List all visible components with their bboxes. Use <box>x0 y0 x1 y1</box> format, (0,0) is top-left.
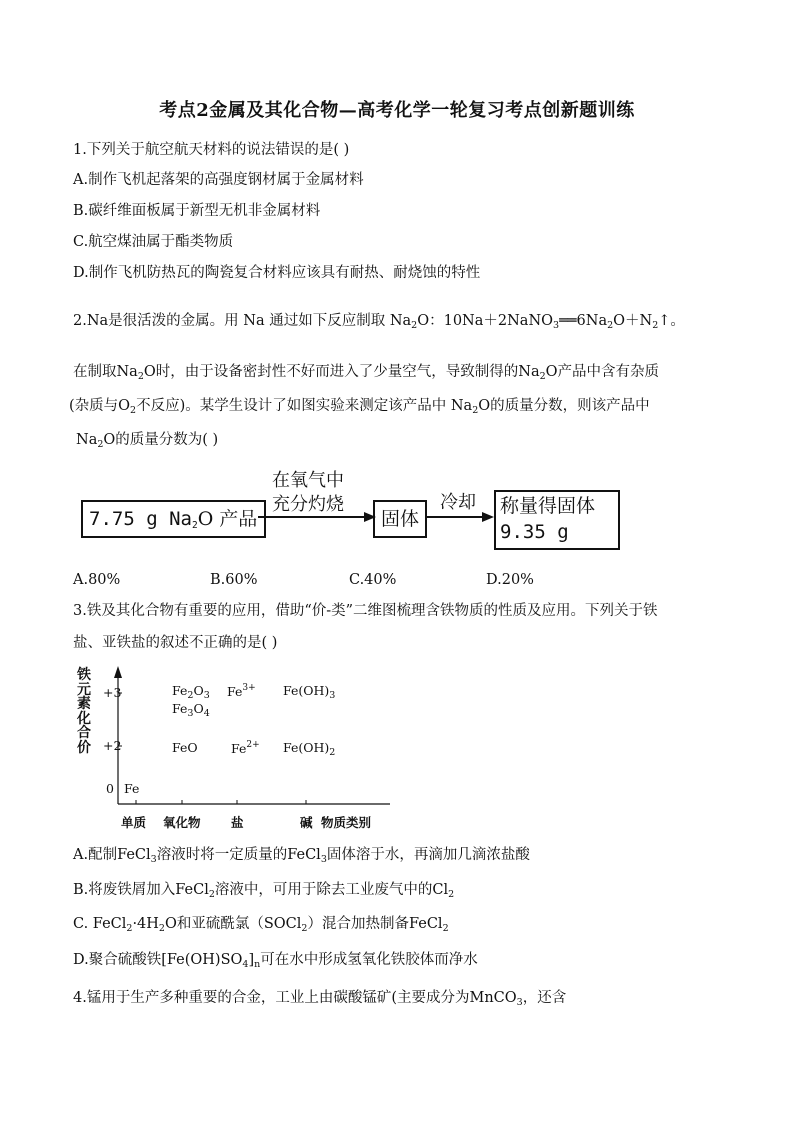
fe-label: Fe <box>124 781 140 796</box>
q1-option-c: C.航空煤油属于酯类物质 <box>73 234 234 250</box>
q3-option-d: D.聚合硫酸铁$[Fe(OH)SO_4]_n$可在水中形成氢氧化铁胶体而净水 <box>73 952 478 970</box>
q3-stem-line2: 盐、亚铁盐的叙述不正确的是( ) <box>73 635 278 651</box>
y-tick-zero: 0 <box>106 781 114 796</box>
q2-option-c: C.40% <box>349 572 397 588</box>
q3-option-c: C. $FeCl_2\cdot 4H_2O$和亚硫酰氯（SOCl$_2$）混合加热制备FeCl$_2$ <box>73 916 449 934</box>
q2-paragraph-line2: (杂质与$O_2$不反应)。某学生设计了如图实验来测定该产品中 $Na_2O$的质量分数，则该产品中 <box>69 398 650 416</box>
feoh2-label: $Fe(OH)_2$ <box>283 740 336 758</box>
q1-stem: 1.下列关于航空航天材料的说法错误的是( ) <box>73 142 350 158</box>
feo-label: FeO <box>172 740 198 755</box>
arrow2-label: 冷却 <box>440 492 476 513</box>
q2-option-a: A.80% <box>73 572 121 588</box>
fe2plus-label: $Fe^{2+}$ <box>231 740 260 756</box>
x-label-oxide: 氧化物 <box>163 815 201 830</box>
arrow1-label-bottom: 充分灼烧 <box>272 494 344 515</box>
y-axis-label: 铁 元 素 化 合 价 <box>77 667 91 756</box>
q3-option-b: B.将废铁屑加入FeCl$_2$溶液中，可用于除去工业废气中的$Cl_2$ <box>73 882 455 900</box>
page-title: 考点2金属及其化合物—高考化学一轮复习考点创新题训练 <box>159 100 635 121</box>
result-box <box>494 490 620 550</box>
arrow2-icon <box>426 510 496 524</box>
x-label-base: 碱 <box>300 815 313 830</box>
q2-option-d: D.20% <box>486 572 534 588</box>
q1-option-d: D.制作飞机防热瓦的陶瓷复合材料应该具有耐热、耐烧蚀的特性 <box>73 265 481 281</box>
q2-stem: 2.Na是很活泼的金属。用 Na 通过如下反应制取 $Na_2O$：$10Na+2NaNO_3══6Na_2O+N_2↑$。 <box>73 313 685 331</box>
arrow1-icon <box>258 510 378 524</box>
y-tick-plus3: +3 <box>103 685 122 700</box>
q1-option-a: A.制作飞机起落架的高强度钢材属于金属材料 <box>73 172 364 188</box>
x-label-element: 单质 <box>121 815 147 830</box>
fe3o4-label: $Fe_3O_4$ <box>172 701 210 719</box>
result-value: 9.35 g <box>500 521 569 543</box>
q3-stem-line1: 3.铁及其化合物有重要的应用，借助“价-类”二维图梳理含铁物质的性质及应用。下列关于铁 <box>73 603 658 619</box>
x-label-salt: 盐 <box>231 815 244 830</box>
q2-option-b: B.60% <box>210 572 258 588</box>
q1-option-b: B.碳纤维面板属于新型无机非金属材料 <box>73 203 321 219</box>
result-label: 称量得固体 <box>500 495 596 517</box>
arrow1-label-top: 在氧气中 <box>272 470 344 491</box>
sample-box: 7.75 g $Na_2O$ 产品 <box>81 500 266 538</box>
fe2o3-label: $Fe_2O_3$ <box>172 683 210 701</box>
q4-stem: 4.锰用于生产多种重要的合金，工业上由碳酸锰矿(主要成分为MnCO$_3$，还含 <box>73 990 567 1008</box>
q3-option-a: A.配制FeCl$_3$溶液时将一定质量的FeCl$_3$固体溶于水，再滴加几滴浓盐酸 <box>73 847 530 865</box>
fe3plus-label: $Fe^{3+}$ <box>227 683 256 699</box>
solid-box: 固体 <box>373 500 427 538</box>
feoh3-label: $Fe(OH)_3$ <box>283 683 336 701</box>
q2-paragraph-line3: $Na_2O$的质量分数为( ) <box>76 432 219 450</box>
y-tick-plus2: +2 <box>103 738 122 753</box>
x-axis-title: 物质类别 <box>321 815 372 830</box>
q2-paragraph-line1: 在制取$Na_2O$时，由于设备密封性不好而进入了少量空气，导致制得的$Na_2O$产品中含有杂质 <box>73 364 660 382</box>
